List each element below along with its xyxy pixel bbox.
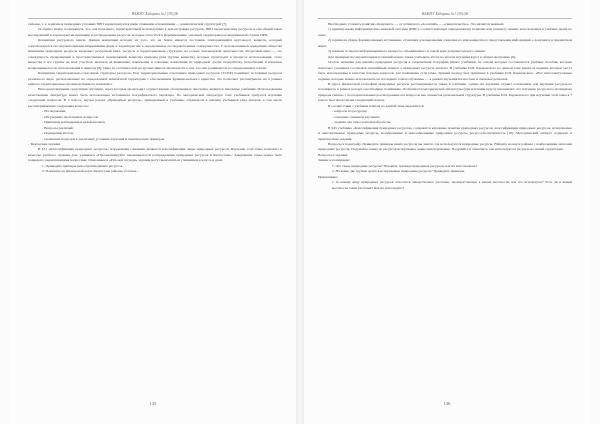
right-paragraph: В соответствии с учебным планом по данной теме выделяются: [328, 103, 425, 108]
left-paragraph: - Творческие задания. [28, 141, 61, 146]
left-paragraph: - Исследование; [42, 109, 67, 114]
right-paragraph: Знание и понимание: [318, 158, 350, 163]
right-paragraph: 2. На какие две группы делятся исчерпаемые природные ресурсы? Приведите примеры. [332, 169, 466, 174]
book-gutter [296, 0, 304, 424]
right-page [304, 0, 590, 424]
left-paragraph: Концепция территориально-отраслевой структуры ресурсов. Под территориальным сочетанием природных ресурсов (ТСПР) понимают источники ресурсов различного вида, расположенных на определенной компактной территории с обеспечением функционального единства, что позволяет рассматривать их в рамках единого территориально-производственного комплекса. [28, 71, 283, 86]
right-paragraph: - вопросы по ресурсам; [332, 109, 368, 114]
right-paragraph: В §45 учебника «Классификация природных ресурсов» содержатся ключевые понятия природных ресурсов, классификации природных ресурсов, исчерпаемые и неисчерпаемые природные ресурсы, возобновимые и невозобновимые природные ресурсы, ресурсообеспеченность [10]. Методический аппарат содержит и практические задания. [318, 125, 573, 141]
right-paragraph: В курсе физической географии природные ресурсы рассматриваются также в учебнике, однако их изучение служит основанием для изучения ресурсного потенциала, в рамках которого необходимо понимание. Особенности методической литературы (при изучении курса) показывают, что изучение ресурсного потенциала природы связано с последовательным рассмотрением его вопросов как элементов региональной структуры. В учебнике П.И. Бараковского при изучении этой темы в 7 классе был представлен следующий подход. [318, 81, 573, 103]
page-number-right: 136 [443, 401, 451, 406]
right-paragraph: Применение: [318, 174, 338, 179]
right-paragraph: 1. К какому виду природных ресурсов относится лекарственное растение, произрастающее в вашей местности, как его используют? Есть ли в вашей местности такие растения? Как их используют? [332, 180, 573, 190]
left-paragraph: - Вопросы различий; [42, 125, 74, 130]
running-head-left: ВАЖНУ Хабаршы №1 (39) (Ж [28, 10, 282, 19]
right-paragraph: 1. Что такое природные ресурсы? Назовите три вида природных ресурсов, как их использовать? [332, 163, 478, 168]
right-paragraph: Вопросы и задания: [318, 152, 349, 157]
right-paragraph: Для проверки последовательных познаний можно также учитывать итоги по итогам изучения курса в общем программе [9]. [328, 54, 516, 59]
right-page-text [318, 22, 572, 191]
left-page-text [28, 22, 282, 175]
left-paragraph: - Принципы наблюдения и целей анализа; [42, 120, 106, 125]
left-paragraph: сильнее, т. е. наличие и природных условиях ПРП характеризуется шире главными основанными — климатической структурой [7]. [28, 22, 228, 26]
left-paragraph: Концепция ресурсного цикла. Данная концепция исходит из того, что на Земле имеется постоянно повторяющийся круговорот веществ, который сопровождается последовательными изменениями форм и характеристик в определенных последовательных совокупностях. С использованием концепции общества изменения природных ресурсов выделяют ресурсный цикл, ресурсы и территориальная структура, на основе человеческой деятельности. Ресурсный цикл — это совокупность превращений и пространственных перемещений вещества природы (или группы веществ), которые происходят в процессе использования, этого вещества и его группы на всех участках, включая её выявление, извлечение и освоение, извлечения из природной среды, переработку, потребление и конечное возвращение после использования в природу [8]. Одна из особенностей ресурсных циклов заключается в том, что они развиваются по определенным этапам. [28, 38, 283, 70]
right-paragraph: 1) единица языка информационно-знаковой системы (ИПС), соответствующая определенному понятию или элементу знания, используемых в учебных целях по теме; [318, 27, 573, 37]
left-paragraph: В §31 «Классификация природных ресурсов» изучаемыми главными являются классификации, виды природных ресурсов. Изучение этой темы позволяет в качестве учебного задания дать учащимся «Проанализируйте закономерности распределения природных ресурсов в Казахстане». Завершение темы может быть подведено закрепляющими вопросами. Описанные в «Рабочей тетради» задания могут выполняться учащимися в классе и дома: [28, 147, 283, 163]
right-paragraph: Вопросы к параграфу. Приведите примеры каких ресурсов вы знаете, где используются природные ресурсы. Найдите на карте районы с наибольшими запасами природных ресурсов. Подумайте, какие из ресурсов исчерпаемы, какие неисчерпаемые. Подумайте и объясните, как используются ресурсы на нашей территории. [318, 141, 573, 152]
right-paragraph: 3) понятие в смысле информационного процесса, объединенного в самой идее документального знания. [328, 49, 486, 54]
left-paragraph: - Подведение итогов; [42, 131, 74, 136]
right-paragraph: Особое значение для анализа природных ресурсов в современной географии имеют учебники, на основе которых составляются учебные пособия, которые помогают учащимся составлять понятийный аппарат о природных ресурсах региона. В учебнике П.И. Бараковского по данной теме имеются задания, которые могут быть использованы в качестве базовых вопросов для понимания сути темы. Данный подход был применен в учебнике П.И. Бараковского. «Вот интеллектуальные задания, которые можно использовать на последних этапах обучения» — в рамках изучения Казахстана и смежных регионов. [318, 60, 573, 81]
left-paragraph: - Обсуждение проблемных вопросов; [42, 114, 99, 119]
page-number-left: 135 [149, 401, 157, 406]
left-paragraph: Особенно важно подчеркнуть, что, как показанно, характеристикой используемых в демонстрации ресурсов, ПРП характеристику ресурсов и сам общий закон исследований и характеристик принципа и распределения ресурсов, которые относятся к формированию основной территории рассматриваемой страны ПРП. [28, 27, 283, 37]
left-paragraph: 2. Покажите на физической карте Казахстана районы, богатые... [42, 169, 139, 174]
right-paragraph: Необходимо уточнить понятия «Документ» — от латинского «docentum» — «свидетельство». Это является важным: [328, 22, 505, 26]
right-paragraph: - задания для самостоятельной работы. [332, 120, 392, 125]
left-paragraph: Непосредственными средствами обучения, через которые происходит осуществление обозначенных программ, являются школьные учебники. Использованная качественная литература может быть использована источником географического характера. По методической литературе этих учебников требуется изучение следующих вопросов. В 5 классе, изучая раздел «Природные ресурсы», приведенный в учебнике, обращается к анализу учебников ряда авторов, в том числе рассматривающих следующие вопросы: [28, 87, 283, 108]
right-paragraph: - основные элементы изучения; [332, 114, 380, 119]
running-head-right: ВАЖНУ Хабаршы №1 (39) (Ж [318, 10, 572, 19]
left-paragraph: 1. Приведите примеры невоспроизводимых ресурсов. [42, 163, 124, 168]
left-page [10, 0, 296, 424]
right-paragraph: 2) термин из сферы формированных источников, служащих для выражения социального или конкретного представления информации о документе в предметном мире; [318, 38, 573, 48]
left-paragraph: - Сравнение подходов в различных условиях изучения и практических примеров. [42, 136, 166, 141]
